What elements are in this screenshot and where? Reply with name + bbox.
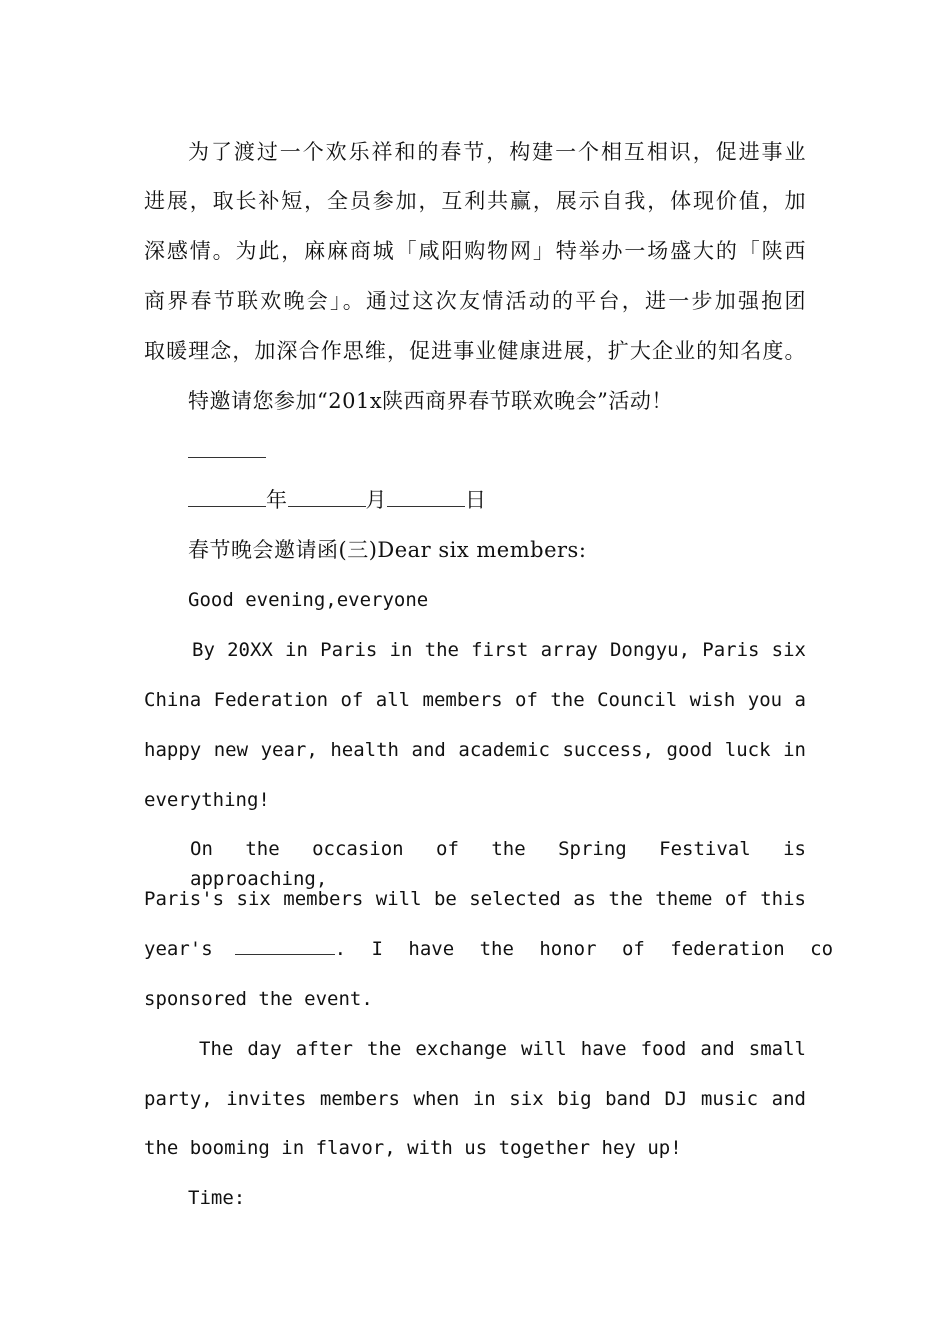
month-label: 月 (365, 488, 387, 512)
paragraph-line: 进展，取长补短，全员参加，互利共赢，展示自我，体现价值，加 (144, 189, 806, 213)
paragraph-line: On the occasion of the Spring Festival is approaching, (190, 838, 806, 890)
theme-blank (235, 934, 335, 955)
paragraph-line (144, 934, 834, 964)
paragraph-line: 为了渡过一个欢乐祥和的春节，构建一个相互相识，促进事业 (188, 140, 806, 164)
paragraph-line: By 20XX in Paris in the first array Dongyu, Paris six (192, 639, 806, 661)
section-heading: 春节晚会邀请函(三)Dear six members: (188, 538, 587, 562)
honor-text: . I have the honor of federation co (334, 938, 834, 960)
paragraph-line: sponsored the event. (144, 988, 373, 1010)
paragraph-line: China Federation of all members of the Council wish you a (144, 689, 806, 711)
paragraph-line: The day after the exchange will have food and small (199, 1038, 806, 1060)
time-label: Time: (188, 1187, 246, 1209)
year-label: 年 (266, 488, 288, 512)
date-line (188, 485, 806, 515)
paragraph-line: 取暖理念，加深合作思维，促进事业健康进展，扩大企业的知名度。 (144, 339, 806, 363)
greeting: Good evening,everyone (188, 589, 429, 611)
invitation-line: 特邀请您参加“201x陕西商界春节联欢晚会”活动！ (188, 389, 673, 413)
paragraph-line: 深感情。为此，麻麻商城「咸阳购物网」特举办一场盛大的「陕西 (144, 239, 806, 263)
paragraph-line: happy new year, health and academic success, good luck in (144, 739, 806, 761)
day-label: 日 (465, 488, 487, 512)
paragraph-line: party, invites members when in six big band DJ music and (144, 1088, 806, 1110)
paragraph-line: everything! (144, 789, 270, 811)
signature-blank (188, 436, 806, 466)
year-word: year's (144, 938, 213, 960)
paragraph-line: the booming in flavor, with us together hey up! (144, 1137, 682, 1159)
paragraph-line: Paris's six members will be selected as the theme of this (144, 888, 806, 910)
paragraph-line: 商界春节联欢晚会」。通过这次友情活动的平台，进一步加强抱团 (144, 289, 806, 313)
